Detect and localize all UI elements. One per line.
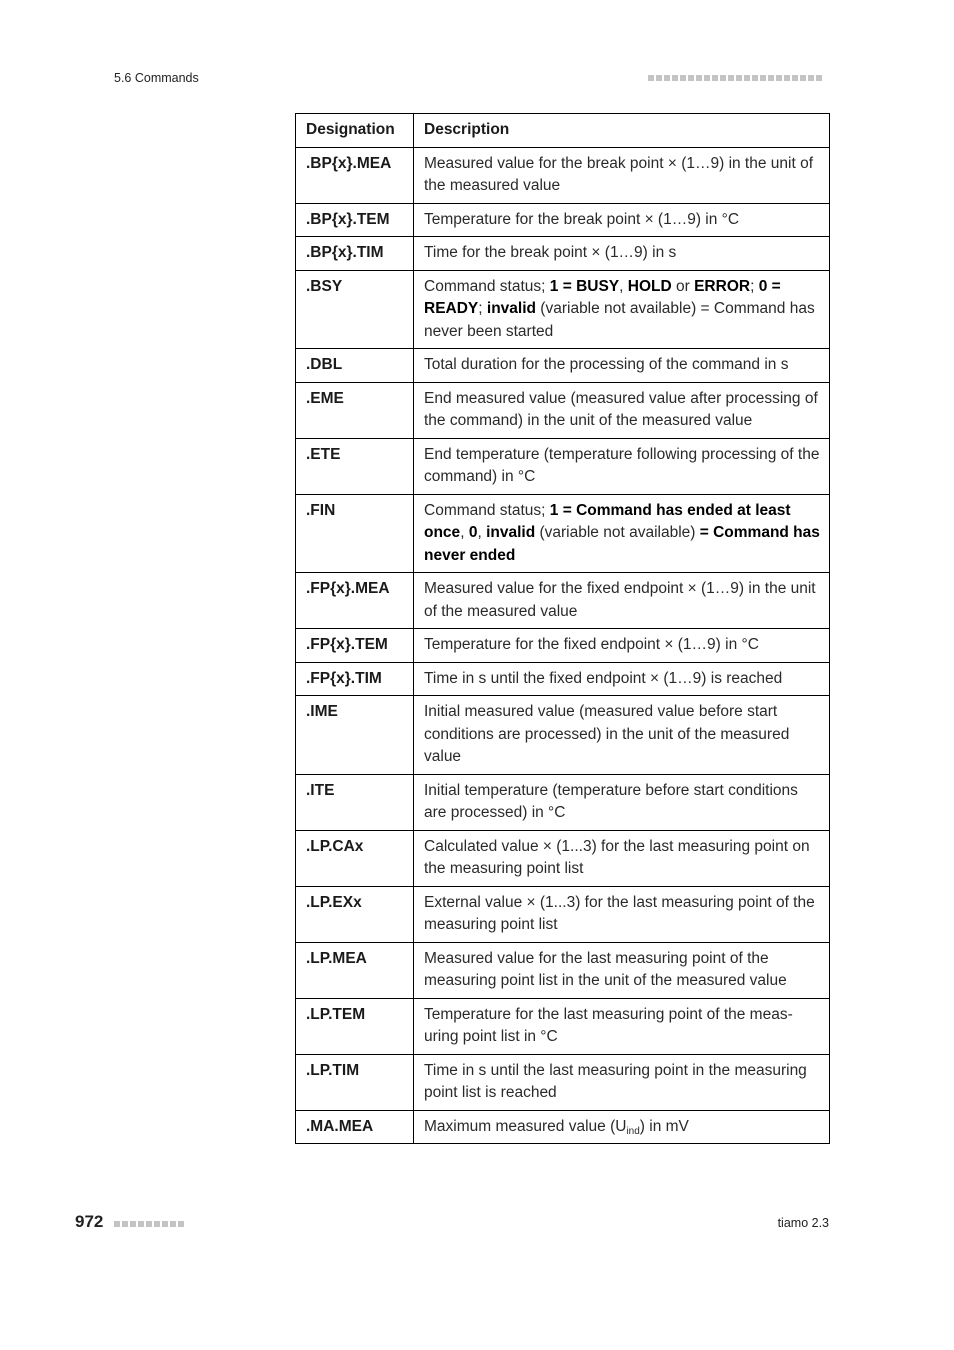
description-cell xyxy=(414,662,830,696)
description-text: ) in mV xyxy=(639,1117,689,1135)
description-cell xyxy=(414,203,830,237)
description-cell xyxy=(414,886,830,942)
designation-cell: .BP{x}.TEM xyxy=(296,203,414,237)
table-row xyxy=(296,998,830,1054)
table-row xyxy=(296,270,830,349)
designation-cell: .FP{x}.MEA xyxy=(296,573,414,629)
table-row xyxy=(296,1054,830,1110)
description-text: External value × (1...3) for the last measuring point of the measuring point list xyxy=(424,893,815,933)
designation-cell: .LP.CAx xyxy=(296,830,414,886)
description-cell xyxy=(414,573,830,629)
description-text: Initial temperature (temperature before start conditions are processed) in °C xyxy=(424,781,798,821)
designation-cell: .FP{x}.TIM xyxy=(296,662,414,696)
designation-cell: .LP.MEA xyxy=(296,942,414,998)
table-row xyxy=(296,203,830,237)
description-text: Initial measured value (measured value before start conditions are processed) in the unit of the measured value xyxy=(424,703,790,765)
designation-cell: .EME xyxy=(296,382,414,438)
description-text: Maximum measured value (U xyxy=(424,1117,627,1135)
designation-cell: .BP{x}.TIM xyxy=(296,237,414,271)
designation-header: Designation xyxy=(296,114,414,148)
description-cell xyxy=(414,629,830,663)
description-cell xyxy=(414,349,830,383)
description-text: End measured value (measured value after processing of the command) in the unit of the measured value xyxy=(424,389,818,429)
description-cell xyxy=(414,696,830,775)
description-header: Description xyxy=(414,114,830,148)
description-text: Measured value for the fixed endpoint × (1…9) in the unit of the measured value xyxy=(424,580,816,620)
description-text: invalid xyxy=(486,524,536,541)
description-text: (variable not available) = Command has never been started xyxy=(424,300,815,340)
description-text: invalid xyxy=(486,300,536,317)
table-row xyxy=(296,573,830,629)
description-text: Temperature for the fixed endpoint × (1…9) in °C xyxy=(424,636,759,653)
table-row xyxy=(296,696,830,775)
table-row xyxy=(296,349,830,383)
description-text: (variable not available) xyxy=(535,524,700,541)
footer-decoration xyxy=(114,1221,184,1227)
description-text: 1 = BUSY xyxy=(549,277,620,295)
description-cell xyxy=(414,998,830,1054)
description-text: Time for the break point × (1…9) in s xyxy=(424,244,677,261)
designation-cell: .ITE xyxy=(296,774,414,830)
description-text: Command status; xyxy=(424,501,550,519)
table-row xyxy=(296,494,830,573)
section-header: 5.6 Commands xyxy=(114,71,199,85)
description-text: Measured value for the last measuring point of the measuring point list in the unit of the measured value xyxy=(424,949,787,989)
description-subscript: ind xyxy=(626,1125,640,1137)
designation-cell: .FP{x}.TEM xyxy=(296,629,414,663)
description-text: 0 = READY xyxy=(424,277,781,317)
description-cell xyxy=(414,147,830,203)
designation-cell: .FIN xyxy=(296,494,414,573)
page-number: 972 xyxy=(75,1212,104,1231)
designation-cell: .LP.TEM xyxy=(296,998,414,1054)
description-text: = Command has never ended xyxy=(424,524,820,564)
description-cell xyxy=(414,942,830,998)
description-text: HOLD xyxy=(627,277,672,295)
description-text: , xyxy=(460,524,469,541)
commands-table xyxy=(295,113,830,1144)
description-text: , xyxy=(619,277,628,295)
description-text: Calculated value × (1...3) for the last measuring point on the measuring point list xyxy=(424,837,810,877)
description-text: Time in s until the last measuring point in the measuring point list is reached xyxy=(424,1061,807,1101)
description-text: 1 = Command has ended at least once xyxy=(424,501,791,541)
description-text: Measured value for the break point × (1…9) in the unit of the measured value xyxy=(424,154,814,194)
description-text: Time in s until the fixed endpoint × (1…9) is reached xyxy=(424,669,783,687)
table-row xyxy=(296,147,830,203)
designation-cell: .BSY xyxy=(296,270,414,349)
description-text: or xyxy=(671,277,695,295)
description-text: ERROR xyxy=(694,277,751,295)
table-row xyxy=(296,237,830,271)
table-header-row xyxy=(296,114,830,148)
description-cell xyxy=(414,237,830,271)
description-text: Command status; xyxy=(424,277,550,295)
description-text: ; xyxy=(478,300,487,317)
description-text: Temperature for the last measuring point of the measuring point list in °C xyxy=(424,1005,793,1045)
header-decoration xyxy=(648,75,822,81)
designation-cell: .BP{x}.MEA xyxy=(296,147,414,203)
table-row xyxy=(296,942,830,998)
table-row xyxy=(296,774,830,830)
designation-cell: .LP.TIM xyxy=(296,1054,414,1110)
description-cell xyxy=(414,494,830,573)
description-cell xyxy=(414,1054,830,1110)
description-cell xyxy=(414,270,830,349)
description-cell xyxy=(414,438,830,494)
description-cell xyxy=(414,382,830,438)
table-row xyxy=(296,382,830,438)
designation-cell: .MA.MEA xyxy=(296,1110,414,1144)
table-row xyxy=(296,438,830,494)
description-text: Temperature for the break point × (1…9) in °C xyxy=(424,210,740,228)
description-cell xyxy=(414,1110,830,1144)
designation-cell: .LP.EXx xyxy=(296,886,414,942)
table-row xyxy=(296,662,830,696)
description-text: End temperature (temperature following processing of the command) in °C xyxy=(424,445,820,485)
table-row xyxy=(296,629,830,663)
description-text: , xyxy=(477,524,487,541)
description-text: 0 xyxy=(468,524,478,541)
product-name: tiamo 2.3 xyxy=(777,1216,829,1230)
table-row xyxy=(296,1110,830,1144)
description-text: ; xyxy=(750,277,759,295)
designation-cell: .DBL xyxy=(296,349,414,383)
designation-cell: .ETE xyxy=(296,438,414,494)
description-text: Total duration for the processing of the command in s xyxy=(424,356,789,373)
table-row xyxy=(296,886,830,942)
description-cell xyxy=(414,774,830,830)
designation-cell: .IME xyxy=(296,696,414,775)
description-cell xyxy=(414,830,830,886)
table-row xyxy=(296,830,830,886)
